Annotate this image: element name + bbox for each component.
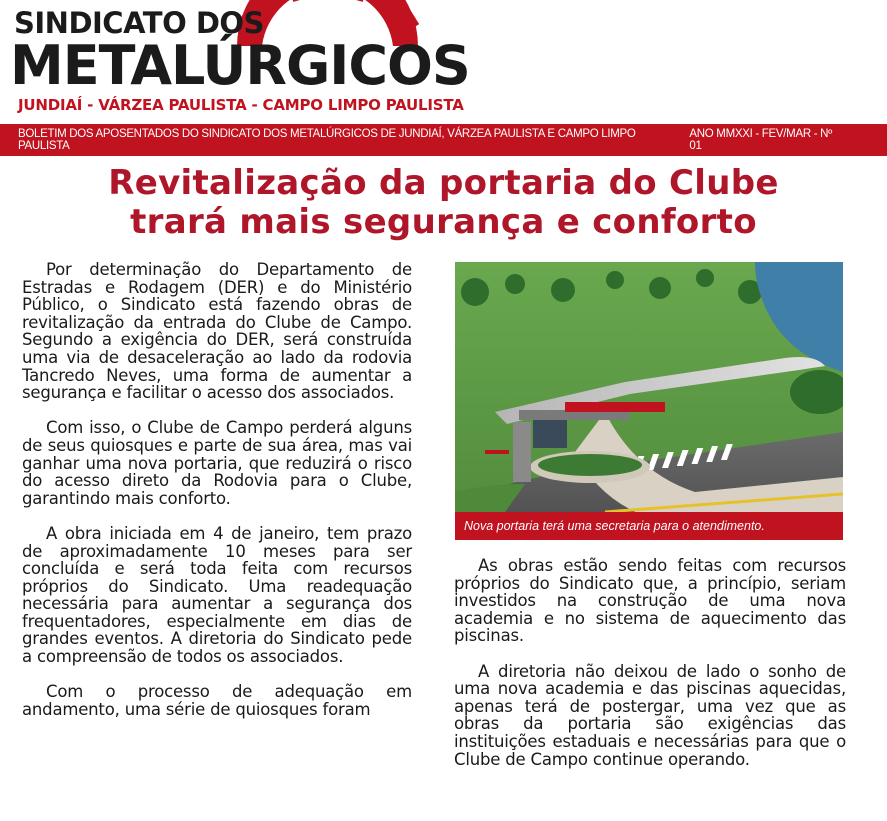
paragraph: A obra iniciada em 4 de janeiro, tem prazo de aproximadamente 10 meses para ser concluída e será toda feita com recursos próprios do Sindicato. Uma readequação necessária para aumentar a segurança dos frequentadores, especialmente em dias de grandes eventos. A diretoria do Sindicato pede a compreensão de todos os associados. — [22, 523, 412, 667]
article-column-left — [22, 261, 412, 718]
paragraph: Por determinação do Departamento de Estradas e Rodagem (DER) e do Ministério Público, o Sindicato está fazendo obras de revitalização da entrada do Clube de Campo. Segundo a exigência do DER, será construída uma via de desaceleração ao lado da rodovia Tancredo Neves, uma forma de aumentar a segurança e facilitar o acesso dos associados. — [22, 260, 412, 403]
portaria-rendering-image — [455, 262, 843, 540]
banner-issue: ANO MMXXI - FEV/MAR - Nº 01 — [689, 128, 833, 152]
brand-line-metalurgicos: METALÚRGICOS — [10, 34, 470, 97]
headline-line-2: trará mais segurança e conforto — [130, 202, 757, 242]
paragraph: A diretoria não deixou de lado o sonho de uma nova academia e das piscinas aquecidas, apenas terá de postergar, uma vez que as obras da portaria são exigências das instituições estaduais e necessárias para que o Clube de Campo continue operando. — [454, 661, 846, 769]
paragraph: As obras estão sendo feitas com recursos próprios do Sindicato que, a princípio, seriam investidos na construção de uma nova academia e no sistema de aquecimento das piscinas. — [454, 556, 846, 646]
brand-line-cities: JUNDIAÍ - VÁRZEA PAULISTA - CAMPO LIMPO PAULISTA — [18, 96, 464, 114]
paragraph: Com o processo de adequação em andamento, uma série de quiosques foram — [22, 682, 412, 719]
masthead — [0, 0, 887, 124]
headline-line-1: Revitalização da portaria do Clube — [108, 163, 779, 203]
issue-banner — [0, 124, 887, 156]
figure-caption: Nova portaria terá uma secretaria para o atendimento. — [455, 512, 843, 540]
banner-title: BOLETIM DOS APOSENTADOS DO SINDICATO DOS METALÚRGICOS DE JUNDIAÍ, VÁRZEA PAULISTA E CAMPO LIMPO PAULISTA — [18, 128, 636, 152]
article-column-right — [454, 557, 846, 768]
brand-line-sindicato: SINDICATO DOS — [14, 6, 264, 40]
paragraph: Com isso, o Clube de Campo perderá alguns de seus quiosques e parte de sua área, mas vai ganhar uma nova portaria, que reduzirá o risco do acesso direto da Rodovia para o Clube, garantindo mais conforto. — [22, 418, 412, 508]
article-figure — [455, 262, 843, 540]
article-headline — [0, 164, 887, 242]
